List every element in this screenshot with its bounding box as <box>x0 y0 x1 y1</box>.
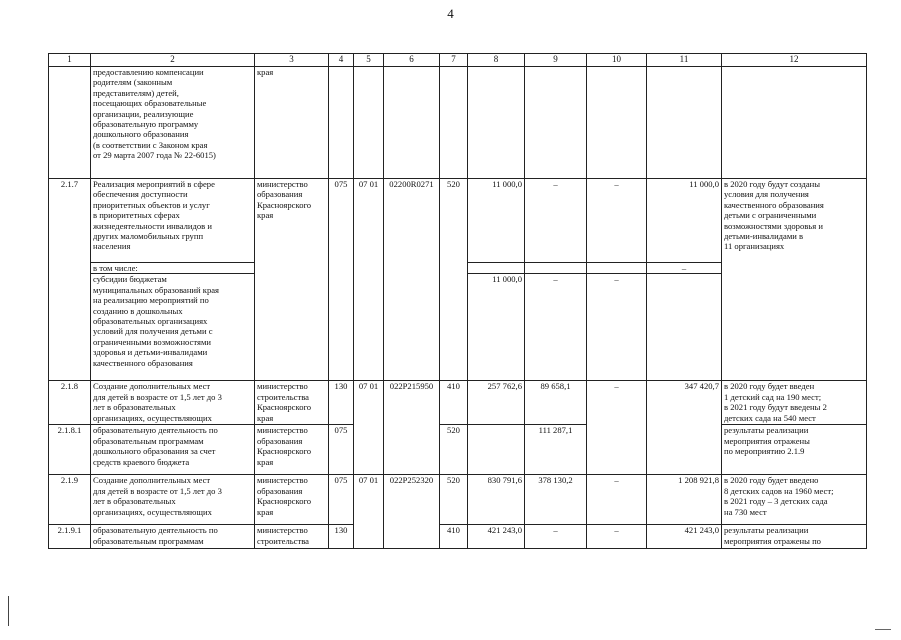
activity-name-cell: предоставлению компенсации родителям (законным представителям) детей, посещающих образовательные организации, реализующие образовательную программу дошкольного образования (в соответствии с Законом края от 29 марта 2007 года № 22-6015) <box>91 67 255 179</box>
expense-type-cell: 520 <box>440 425 468 475</box>
column-header: 12 <box>722 54 867 67</box>
table-row-continuation <box>49 67 867 179</box>
amount-cell: 830 791,6 <box>468 475 525 525</box>
table-row-2-1-9 <box>49 475 867 525</box>
amount-cell: 11 000,0 <box>468 179 525 263</box>
total-cell <box>647 274 722 381</box>
amount-cell: – <box>587 525 647 549</box>
row-number-cell: 2.1.8 <box>49 381 91 425</box>
table-row-2-1-8 <box>49 381 867 425</box>
agency-cell: министерство строительства <box>255 525 329 549</box>
result-cell: в 2020 году будут созданы условия для получения качественного образования детьми с ограниченными возможностями здоровья и детьми-инвалидами в 11 организациях <box>722 179 867 381</box>
expense-type-cell: 520 <box>440 475 468 525</box>
section-code-cell: 07 01 <box>354 179 384 381</box>
page-number: 4 <box>447 6 454 21</box>
cell <box>647 67 722 179</box>
row-number-cell <box>49 67 91 179</box>
amount-cell: 11 000,0 <box>468 274 525 381</box>
cell <box>587 67 647 179</box>
gr-code-cell: 075 <box>329 475 354 525</box>
table-row-2-1-7 <box>49 179 867 263</box>
result-cell: результаты реализации мероприятия отражены по мероприятию 2.1.9 <box>722 425 867 475</box>
activity-name-cell: образовательную деятельность по образовательным программам дошкольного образования за счет средств краевого бюджета <box>91 425 255 475</box>
column-header: 6 <box>384 54 440 67</box>
expense-type-cell: 410 <box>440 381 468 425</box>
table-row-2-1-9-1 <box>49 525 867 549</box>
cell <box>468 263 525 274</box>
amount-cell: – <box>525 274 587 381</box>
gr-code-cell: 075 <box>329 179 354 381</box>
total-cell: 1 208 921,8 <box>647 475 722 525</box>
cell <box>525 67 587 179</box>
column-header: 7 <box>440 54 468 67</box>
total-cell: 421 243,0 <box>647 525 722 549</box>
target-code-cell: 022P215950 <box>384 381 440 475</box>
column-header: 1 <box>49 54 91 67</box>
result-cell: в 2020 году будет введено 8 детских садов на 1960 мест; в 2021 году – 3 детских сада на 730 мест <box>722 475 867 525</box>
amount-cell: – <box>587 381 647 475</box>
table-row-2-1-8-1 <box>49 425 867 475</box>
amount-cell: – <box>587 475 647 525</box>
cell <box>440 67 468 179</box>
cell <box>587 263 647 274</box>
cell <box>354 67 384 179</box>
amount-cell: – <box>525 525 587 549</box>
row-number-cell: 2.1.8.1 <box>49 425 91 475</box>
amount-cell: – <box>587 179 647 263</box>
target-code-cell: 022P252320 <box>384 475 440 549</box>
gr-code-cell: 130 <box>329 525 354 549</box>
including-label-cell: в том числе: <box>91 263 255 274</box>
column-number-row <box>49 54 867 67</box>
total-cell: 11 000,0 <box>647 179 722 263</box>
amount-cell: – <box>587 274 647 381</box>
result-cell: результаты реализации мероприятия отражены по <box>722 525 867 549</box>
expense-type-cell: 410 <box>440 525 468 549</box>
target-code-cell: 02200R0271 <box>384 179 440 381</box>
agency-cell: края <box>255 67 329 179</box>
column-header: 5 <box>354 54 384 67</box>
column-header: 3 <box>255 54 329 67</box>
column-header: 4 <box>329 54 354 67</box>
amount-cell: 421 243,0 <box>468 525 525 549</box>
row-number-cell: 2.1.9 <box>49 475 91 525</box>
column-header: 11 <box>647 54 722 67</box>
cell <box>384 67 440 179</box>
expense-type-cell: 520 <box>440 179 468 381</box>
row-number-cell: 2.1.9.1 <box>49 525 91 549</box>
agency-cell: министерство образования Красноярского края <box>255 179 329 381</box>
total-cell: 347 420,7 <box>647 381 722 475</box>
agency-cell: министерство строительства Красноярского края <box>255 381 329 425</box>
activity-name-cell: образовательную деятельность по образовательным программам <box>91 525 255 549</box>
amount-cell: 378 130,2 <box>525 475 587 525</box>
section-code-cell: 07 01 <box>354 381 384 475</box>
column-header: 2 <box>91 54 255 67</box>
amount-cell: – <box>525 179 587 263</box>
amount-cell <box>468 425 525 475</box>
result-cell: в 2020 году будет введен 1 детский сад на 190 мест; в 2021 году будут введены 2 детских сада на 540 мест <box>722 381 867 425</box>
activity-name-cell: Создание дополнительных мест для детей в возрасте от 1,5 лет до 3 лет в образовательных организациях, осуществляющих <box>91 475 255 525</box>
amount-cell: 111 287,1 <box>525 425 587 475</box>
cell <box>722 67 867 179</box>
gr-code-cell: 075 <box>329 425 354 475</box>
total-cell: – <box>647 263 722 274</box>
agency-cell: министерство образования Красноярского края <box>255 425 329 475</box>
cell <box>525 263 587 274</box>
agency-cell: министерство образования Красноярского края <box>255 475 329 525</box>
activity-name-cell: Создание дополнительных мест для детей в возрасте от 1,5 лет до 3 лет в образовательных организациях, осуществляющих <box>91 381 255 425</box>
column-header: 9 <box>525 54 587 67</box>
cell <box>329 67 354 179</box>
scan-corner-mark <box>875 629 891 630</box>
subsidy-name-cell: субсидии бюджетам муниципальных образований края на реализацию мероприятий по созданию в дошкольных образовательных организациях условий для получения детьми с ограниченными возможностями здоровья и детьми-инвалидами качественного образования <box>91 274 255 381</box>
column-header: 10 <box>587 54 647 67</box>
scan-edge-mark <box>8 596 9 626</box>
budget-table <box>48 53 867 549</box>
amount-cell: 257 762,6 <box>468 381 525 425</box>
activity-name-cell: Реализация мероприятий в сфере обеспечения доступности приоритетных объектов и услуг в приоритетных сферах жизнедеятельности инвалидов и других маломобильных групп населения <box>91 179 255 263</box>
row-number-cell: 2.1.7 <box>49 179 91 381</box>
amount-cell: 89 658,1 <box>525 381 587 425</box>
section-code-cell: 07 01 <box>354 475 384 549</box>
column-header: 8 <box>468 54 525 67</box>
gr-code-cell: 130 <box>329 381 354 425</box>
cell <box>468 67 525 179</box>
